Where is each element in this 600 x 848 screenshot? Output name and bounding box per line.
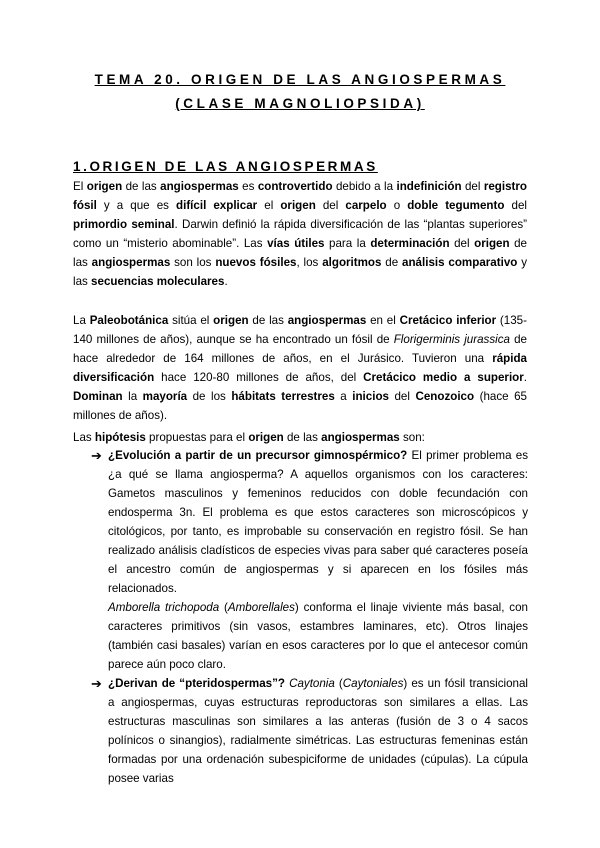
- paragraph-hypotheses-intro: [73, 428, 527, 447]
- text-run: vías útiles: [267, 237, 325, 250]
- text-run: en el: [366, 314, 400, 327]
- text-run: , los: [296, 256, 323, 269]
- text-run: son:: [399, 431, 425, 444]
- paragraph-paleobotany: [73, 311, 527, 425]
- list-item-hypothesis-1-detail: [108, 598, 528, 674]
- section-heading: 1.ORIGEN DE LAS ANGIOSPERMAS: [73, 159, 378, 174]
- text-run: propuestas para el: [145, 431, 249, 444]
- text-run: son los: [170, 256, 216, 269]
- text-run: Cretácico medio a superior: [363, 371, 524, 384]
- text-run: algoritmos: [322, 256, 382, 269]
- text-run: origen: [474, 237, 510, 250]
- text-run: secuencias moleculares: [91, 275, 225, 288]
- text-run: (135-140 millones de años), aunque se ha encontrado un fósil de: [73, 314, 527, 346]
- text-run: determinación: [370, 237, 450, 250]
- text-run: debido a la: [332, 180, 397, 193]
- text-run: Dominan: [73, 390, 123, 403]
- text-run: de los: [187, 390, 232, 403]
- text-run: El primer problema es ¿a qué se llama angiosperma? A aquellos organismos con los caracteres: Gametos masculinos y femeninos reducidos con doble fecundación con endosperma 3n. El problema es que estos caracteres son microscópicos y citológicos, por tanto, es improbable su conservación en registro fósil. Se han realizado análisis cladísticos de especies vivas para saber qué caracteres poseía el ancestro común de angiospermas y si aparecen en los fósiles más relacionados.: [108, 449, 529, 595]
- text-run: de las: [122, 180, 161, 193]
- text-run: del: [461, 180, 484, 193]
- list-item-hypothesis-2: [108, 674, 528, 788]
- text-run: hipótesis: [94, 431, 146, 444]
- text-run: ) es un fósil transicional a angiospermas, cuyas estructuras reproductoras son similares a ellas. Las estructuras masculinas son similares a las anteras (fusión de 3 o 4 sacos polínicos o sinangios), radialmente simétricas. Las estructuras femeninas están formadas por una ordenación subespiciforme de unidades (cúpulas). La cúpula posee varias: [108, 677, 528, 785]
- text-run: ¿Evolución a partir de un precursor gimnospérmico?: [108, 449, 408, 462]
- paragraph-intro: [73, 177, 527, 291]
- text-run: origen: [213, 314, 249, 327]
- text-run: hace 120-80 millones de años, del: [154, 371, 364, 384]
- text-run: registro fósil: [73, 180, 528, 212]
- text-run: o: [386, 199, 408, 212]
- text-run: de las: [283, 431, 322, 444]
- text-run: inicios: [352, 390, 389, 403]
- list-item-hypothesis-1: [108, 446, 528, 598]
- text-run: angiospermas: [287, 314, 367, 327]
- text-run: Caytonia: [289, 677, 335, 690]
- text-run: de hace alrededor de 164 millones de años, en el Jurásico. Tuvieron una: [73, 333, 527, 365]
- text-run: la: [122, 390, 143, 403]
- text-run: Cretácico inferior: [399, 314, 497, 327]
- text-run: angiospermas: [321, 431, 400, 444]
- text-run: hábitats terrestres: [231, 390, 335, 403]
- text-run: del: [449, 237, 475, 250]
- text-run: a: [334, 390, 353, 403]
- text-run: del: [504, 199, 527, 212]
- text-run: carpelo: [345, 199, 387, 212]
- text-run: mayoría: [142, 390, 188, 403]
- chapter-title: TEMA 20. ORIGEN DE LAS ANGIOSPERMAS: [94, 72, 506, 87]
- text-run: indefinición: [396, 180, 462, 193]
- text-run: ) conforma el linaje viviente más basal, con caracteres primitivos (sin vasos, estambres laminares, etc). Otros linajes (también casi basales) varían en esos caracteres por lo que el antecesor común parece aún poco claro.: [108, 601, 528, 671]
- text-run: origen: [248, 431, 284, 444]
- text-run: controvertido: [257, 180, 333, 193]
- text-run: Paleobotánica: [89, 314, 169, 327]
- arrow-right-icon: ➔: [91, 676, 102, 691]
- text-run: ¿Derivan de “pteridospermas”?: [108, 677, 285, 690]
- arrow-right-icon: ➔: [91, 448, 102, 463]
- text-run: La: [73, 314, 90, 327]
- text-run: Caytoniales: [342, 677, 404, 690]
- text-run: Cenozoico: [415, 390, 475, 403]
- text-run: de las: [73, 237, 527, 269]
- text-run: (: [334, 677, 343, 690]
- text-run: (hace 65 millones de años).: [73, 390, 527, 422]
- text-run: .: [523, 371, 527, 384]
- text-run: origen: [86, 180, 123, 193]
- text-run: . Darwin definió la rápida diversificación de las “plantas superiores” como un “misterio abominable”. Las: [73, 218, 528, 250]
- text-run: de: [381, 256, 403, 269]
- text-run: del: [388, 390, 416, 403]
- text-run: del: [315, 199, 346, 212]
- text-run: angiospermas: [160, 180, 239, 193]
- text-run: y las: [73, 256, 527, 288]
- text-run: nuevos fósiles: [215, 256, 297, 269]
- text-run: Amborella trichopoda: [108, 601, 220, 614]
- text-run: angiospermas: [91, 256, 171, 269]
- text-run: de las: [248, 314, 288, 327]
- text-run: y a que es: [96, 199, 177, 212]
- text-run: El: [73, 180, 87, 193]
- text-run: origen: [280, 199, 316, 212]
- text-run: sitúa el: [168, 314, 214, 327]
- text-run: el: [257, 199, 281, 212]
- text-run: es: [238, 180, 258, 193]
- text-run: Amborellales: [227, 601, 295, 614]
- text-run: doble tegumento: [407, 199, 505, 212]
- chapter-subtitle: (CLASE MAGNOLIOPSIDA): [175, 96, 425, 111]
- text-run: primordio seminal: [73, 218, 175, 231]
- text-run: Las: [73, 431, 95, 444]
- text-run: (: [219, 601, 228, 614]
- text-run: para la: [324, 237, 371, 250]
- text-run: Florigerminis jurassica: [393, 333, 510, 346]
- text-run: .: [224, 275, 228, 288]
- text-run: difícil explicar: [176, 199, 258, 212]
- text-run: análisis comparativo: [402, 256, 518, 269]
- text-run: rápida diversificación: [73, 352, 527, 384]
